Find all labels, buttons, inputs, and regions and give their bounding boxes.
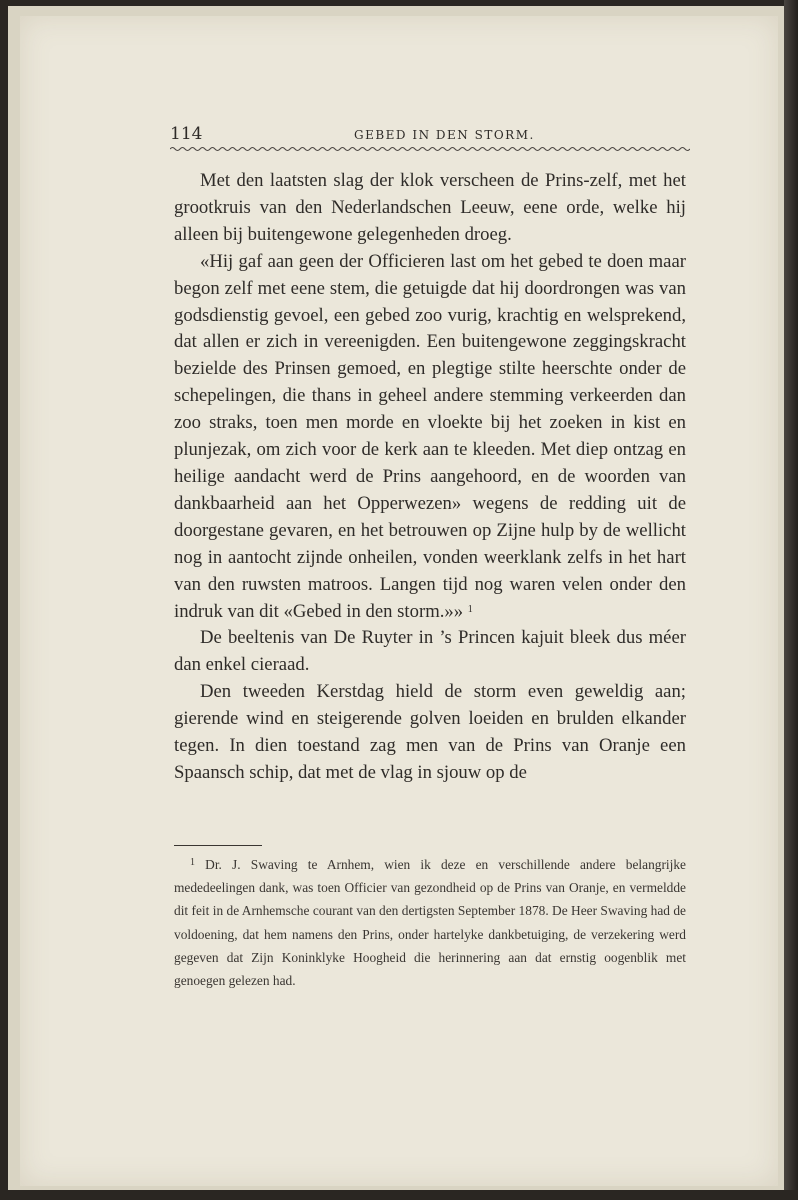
footnote-text: Dr. J. Swaving te Arnhem, wien ik deze en verschillende andere belangrijke mededeelingen dank, was toen Officier van gezondheid op de Prins van Oranje, en vermeldde dit feit in de Arnhemsche courant van den dertigsten September 1878. De Heer Swaving had de voldoening, dat hem namens den Prins, onder hartelyke dankbetuiging, de verzekering werd gegeven dat Zijn Koninklyke Hoogheid die herinnering aan dat ernstig oogenblik met genoegen gelezen had. [174, 857, 686, 989]
footnote-separator [174, 845, 262, 846]
footnotes [174, 853, 686, 992]
wavy-divider-rule [170, 144, 690, 154]
footnote-marker: 1 [190, 857, 195, 868]
paragraph-text: «Hij gaf aan geen der Officieren last om het gebed te doen maar begon zelf met eene stem, die getuigde dat hij doordrongen was van godsdienstig gevoel, een gebed zoo vurig, krachtig en welsprekend, dat allen er zich in vereenigden. Een buitengewone zeggingskracht bezielde des Prinsen gemoed, en plegtige stilte heerschte onder de schepelingen, die thans in geheel andere stemming verkeerden dan zoo straks, toen men morde en vloekte bij het zoeken in kist en plunjezak, om zich voor de kerk aan te kleeden. Met diep ontzag en heilige aandacht werd de Prins aangehoord, en de woorden van dankbaarheid aan het Opperwezen» wegens de redding uit de doorgestane gevaren, en het betrouwen op Zijne hulp by de wellicht nog in aantocht zijnde onheilen, vonden weerklank zelfs in het hart van den ruwsten matroos. Langen tijd nog waren velen onder den indruk van dit «Gebed in den storm.»» [174, 250, 686, 622]
footnote-reference: 1 [467, 603, 473, 615]
paragraph-with-footnote [174, 249, 686, 626]
footnote [174, 853, 686, 992]
page-number: 114 [170, 124, 203, 144]
paragraph: De beeltenis van De Ruyter in ’s Princen kajuit bleek dus méer dan enkel cieraad. [174, 627, 686, 676]
page-edge-shadow [784, 0, 798, 1200]
running-header [170, 124, 690, 146]
scan-bottom-border [0, 1190, 798, 1200]
paragraph: Met den laatsten slag der klok verscheen de Prins-zelf, met het grootkruis van den Nederlandschen Leeuw, eene orde, welke hij alleen bij buitengewone gelegenheden droeg. [174, 170, 686, 245]
running-title: GEBED IN DEN STORM. [354, 128, 535, 142]
body-text [174, 168, 686, 787]
paragraph: Den tweeden Kerstdag hield de storm even geweldig aan; gierende wind en steigerende golven loeiden en brulden elkander tegen. In dien toestand zag men van de Prins van Oranje een Spaansch schip, dat met de vlag in sjouw op de [174, 681, 686, 783]
